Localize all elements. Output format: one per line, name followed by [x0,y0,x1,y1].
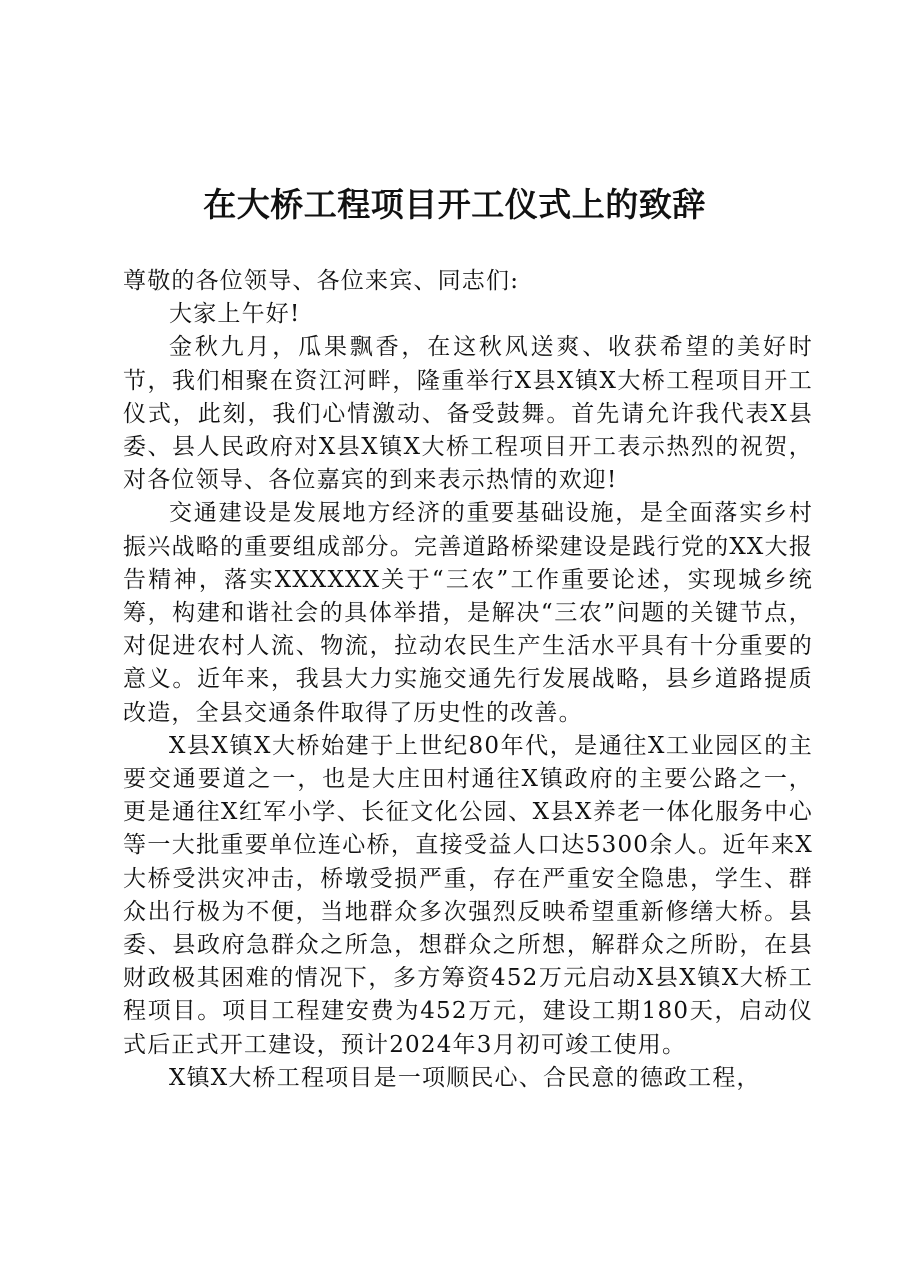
paragraph-project: X镇X大桥工程项目是一项顺民心、合民意的德政工程， [169,1064,761,1091]
salutation: 尊敬的各位领导、各位来宾、同志们: [123,268,520,294]
document-title: 在大桥工程项目开工仪式上的致辞 [203,185,706,224]
document-body [123,265,813,1095]
paragraph-opening: 金秋九月，瓜果飘香，在这秋风送爽、收获希望的美好时节，我们相聚在资江河畔，隆重举行X县X镇X大桥工程项目开工仪式，此刻，我们心情激动、备受鼓舞。首先请允许我代表X县委、县人民政府对X县X镇X大桥工程项目开工表示热烈的祝贺，对各位领导、各位嘉宾的到来表示热情的欢迎! [123,334,813,494]
paragraph-transport: 交通建设是发展地方经济的重要基础设施，是全面落实乡村振兴战略的重要组成部分。完善道路桥梁建设是践行党的XX大报告精神，落实XXXXXX关于“三农”工作重要论述，实现城乡统筹，构建和谐社会的具体举措，是解决“三农”问题的关键节点，对促进农村人流、物流，拉动农民生产生活水平具有十分重要的意义。近年来，我县大力实施交通先行发展战略，县乡道路提质改造，全县交通条件取得了历史性的改善。 [123,500,813,726]
paragraph-bridge-history: X县X镇X大桥始建于上世纪80年代，是通往X工业园区的主要交通要道之一，也是大庄田村通往X镇政府的主要公路之一，更是通往X红军小学、长征文化公园、X县X养老一体化服务中心等一大批重要单位连心桥，直接受益人口达5300余人。近年来X大桥受洪灾冲击，桥墩受损严重，存在严重安全隐患，学生、群众出行极为不便，当地群众多次强烈反映希望重新修缮大桥。县委、县政府急群众之所急，想群众之所想，解群众之所盼，在县财政极其困难的情况下，多方筹资452万元启动X县X镇X大桥工程项目。项目工程建安费为452万元，建设工期180天，启动仪式后正式开工建设，预计2024年3月初可竣工使用。 [123,732,813,1058]
paragraph-greeting: 大家上午好! [169,301,301,328]
